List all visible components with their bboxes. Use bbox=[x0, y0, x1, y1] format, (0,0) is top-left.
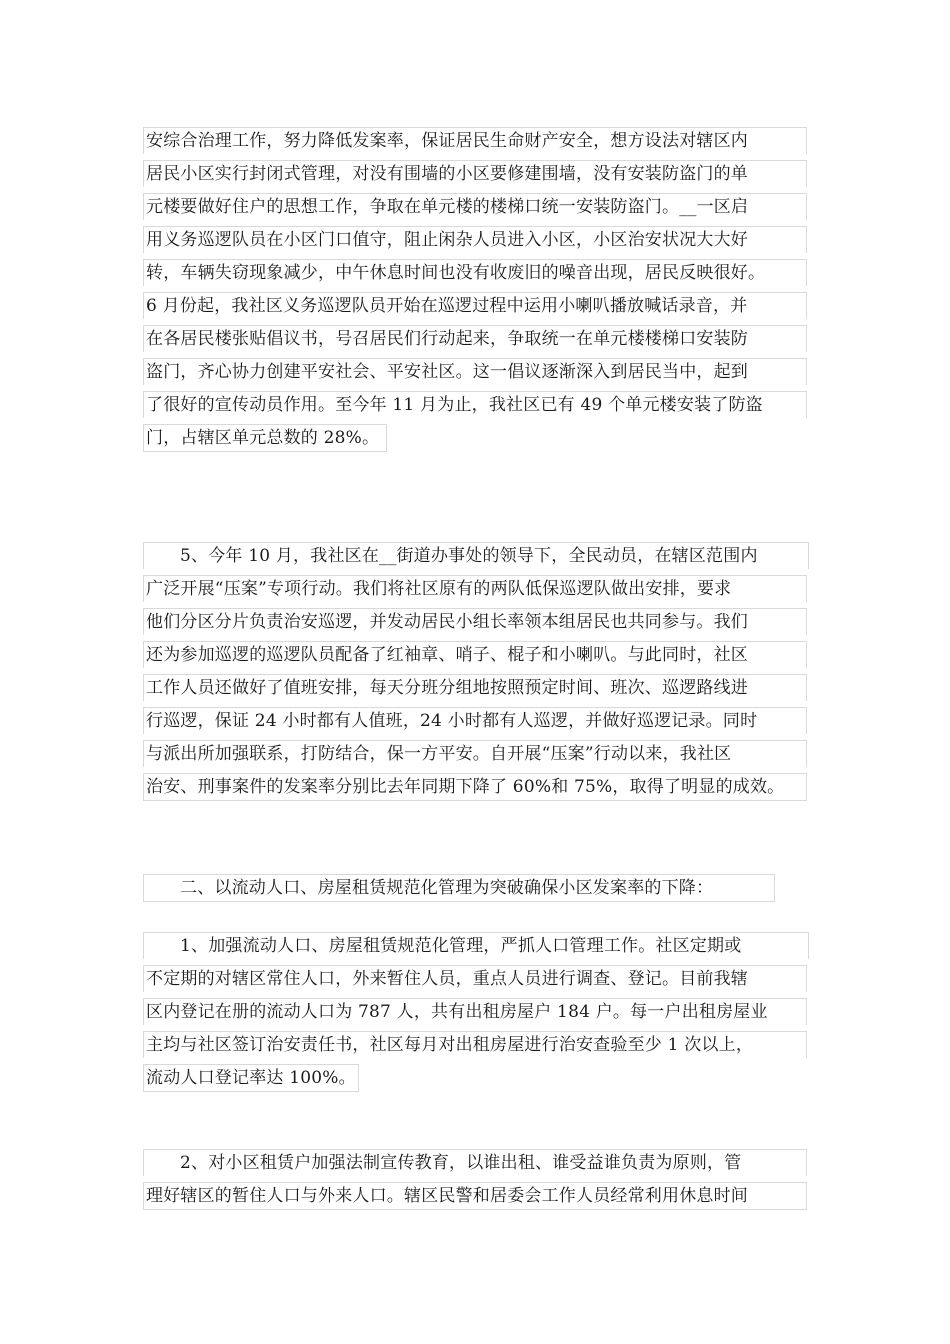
paragraph-1 bbox=[143, 127, 807, 458]
text-line: 5、今年 10 月，我社区在__街道办事处的领导下，全民动员，在辖区范围内 bbox=[143, 542, 809, 569]
text-line: 元楼要做好住户的思想工作，争取在单元楼的楼梯口统一安装防盗门。__一区启 bbox=[143, 193, 807, 220]
text-line: 工作人员还做好了值班安排，每天分班分组地按照预定时间、班次、巡逻路线进 bbox=[143, 674, 807, 701]
paragraph-5 bbox=[143, 1149, 807, 1216]
text-line: 行巡逻，保证 24 小时都有人值班，24 小时都有人巡逻，并做好巡逻记录。同时 bbox=[143, 707, 807, 734]
text-line: 用义务巡逻队员在小区门口值守，阻止闲杂人员进入小区，小区治安状况大大好 bbox=[143, 226, 807, 253]
paragraph-4 bbox=[143, 932, 807, 1098]
text-line: 区内登记在册的流动人口为 787 人，共有出租房屋户 184 户。每一户出租房屋业 bbox=[143, 998, 807, 1025]
section-heading-text: 二、以流动人口、房屋租赁规范化管理为突破确保小区发案率的下降： bbox=[143, 874, 775, 902]
text-line: 还为参加巡逻的巡逻队员配备了红袖章、哨子、棍子和小喇叭。与此同时，社区 bbox=[143, 641, 807, 668]
section-heading bbox=[143, 874, 807, 908]
text-line: 治安、刑事案件的发案率分别比去年同期下降了 60%和 75%，取得了明显的成效。 bbox=[143, 773, 807, 801]
text-line: 主均与社区签订治安责任书，社区每月对出租房屋进行治安查验至少 1 次以上， bbox=[143, 1031, 807, 1058]
text-line: 不定期的对辖区常住人口，外来暂住人员，重点人员进行调查、登记。目前我辖 bbox=[143, 965, 807, 992]
text-line: 了很好的宣传动员作用。至今年 11 月为止，我社区已有 49 个单元楼安装了防盗 bbox=[143, 391, 807, 418]
text-line: 盗门，齐心协力创建平安社会、平安社区。这一倡议逐渐深入到居民当中，起到 bbox=[143, 358, 807, 385]
text-line: 安综合治理工作，努力降低发案率，保证居民生命财产安全，想方设法对辖区内 bbox=[143, 127, 807, 154]
text-line: 与派出所加强联系，打防结合，保一方平安。自开展“压案”行动以来，我社区 bbox=[143, 740, 807, 767]
text-line: 1、加强流动人口、房屋租赁规范化管理，严抓人口管理工作。社区定期或 bbox=[143, 932, 809, 959]
text-line: 理好辖区的暂住人口与外来人口。辖区民警和居委会工作人员经常利用休息时间 bbox=[143, 1182, 807, 1210]
text-line: 流动人口登记率达 100%。 bbox=[143, 1064, 359, 1092]
text-line: 2、对小区租赁户加强法制宣传教育，以谁出租、谁受益谁负责为原则，管 bbox=[143, 1149, 807, 1176]
paragraph-2 bbox=[143, 542, 807, 807]
text-line: 6 月份起，我社区义务巡逻队员开始在巡逻过程中运用小喇叭播放喊话录音，并 bbox=[143, 292, 807, 319]
text-line: 广泛开展“压案”专项行动。我们将社区原有的两队低保巡逻队做出安排，要求 bbox=[143, 575, 807, 602]
text-line: 居民小区实行封闭式管理，对没有围墙的小区要修建围墙，没有安装防盗门的单 bbox=[143, 160, 807, 187]
text-line: 转，车辆失窃现象减少，中午休息时间也没有收废旧的噪音出现，居民反映很好。 bbox=[143, 259, 807, 286]
text-line: 他们分区分片负责治安巡逻，并发动居民小组长率领本组居民也共同参与。我们 bbox=[143, 608, 807, 635]
text-line: 在各居民楼张贴倡议书，号召居民们行动起来，争取统一在单元楼楼梯口安装防 bbox=[143, 325, 807, 352]
text-line: 门，占辖区单元总数的 28%。 bbox=[143, 424, 387, 452]
